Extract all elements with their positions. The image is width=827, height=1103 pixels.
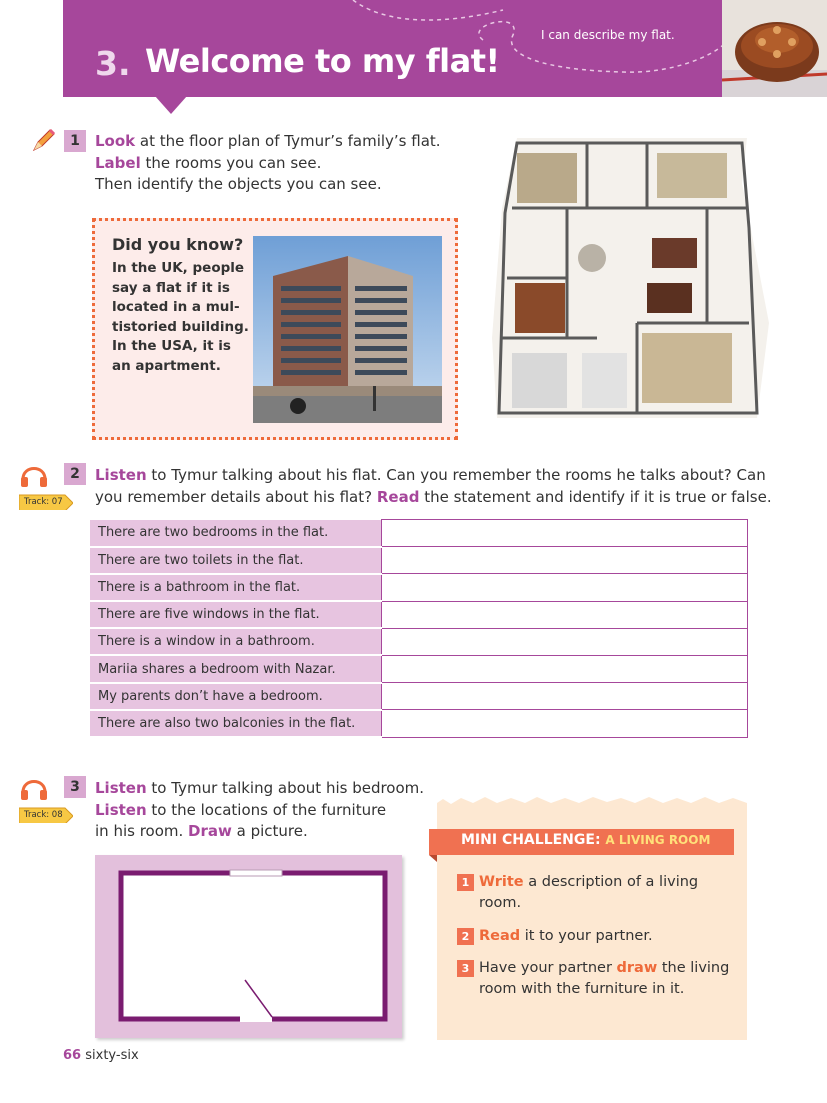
mini-challenge-heading [461, 832, 710, 848]
instruction-text: a picture. [231, 822, 308, 840]
answer-field[interactable] [381, 710, 748, 737]
mini-item-number: 1 [457, 874, 474, 891]
table-row [90, 683, 748, 710]
exercise-number: 2 [64, 463, 86, 485]
instruction-verb: Listen [95, 779, 147, 797]
page-title: Welcome to my flat! [145, 42, 500, 80]
apartment-building-photo [253, 236, 442, 423]
instruction-verb: Draw [188, 822, 232, 840]
page-number [63, 1048, 139, 1063]
table-row [90, 574, 748, 601]
statement-cell: There are two bedrooms in the flat. [90, 520, 381, 547]
mini-challenge-label: MINI CHALLENGE: [461, 832, 601, 848]
answer-field[interactable] [381, 628, 748, 655]
mini-item-text: the living [657, 960, 730, 976]
page-number-digits: 66 [63, 1048, 82, 1063]
instruction-verb: Label [95, 153, 141, 172]
flat-floor-plan-image [487, 138, 769, 430]
instruction-text: the rooms you can see. [140, 153, 322, 172]
track-label: Track: 08 [24, 810, 63, 820]
mini-item [479, 926, 653, 947]
exercise3-instructions [95, 778, 424, 843]
table-row [90, 628, 748, 655]
headphones-icon [19, 461, 49, 489]
instruction-text: Then identify the objects you can see. [95, 175, 382, 193]
mini-item-text: it to your partner. [520, 928, 653, 944]
instruction-text: the statement and identify if it is true or false. [419, 487, 772, 506]
instruction-verb: Look [95, 132, 136, 150]
exercise1-instructions [95, 131, 441, 196]
exercise-number: 1 [64, 130, 86, 152]
table-row [90, 520, 748, 547]
mini-item-number: 3 [457, 960, 474, 977]
instruction-verb: Read [376, 487, 420, 506]
answer-field[interactable] [381, 574, 748, 601]
answer-field[interactable] [381, 655, 748, 682]
track-label: Track: 07 [24, 497, 63, 507]
table-row [90, 710, 748, 737]
instruction-text: to Tymur talking about his flat. Can you remember the rooms he talks about? Can [146, 466, 766, 484]
mini-item-text: room. [479, 895, 522, 911]
did-you-know-text: In the UK, people say a flat if it is located in a mul-tistoried building. In the USA, it is an apartment. [112, 260, 249, 374]
mini-item [479, 958, 729, 1000]
room-outline [95, 855, 402, 1038]
page-number-words: sixty-six [85, 1048, 139, 1063]
traditional-bread-photo [722, 0, 827, 97]
mini-item-text: a description of a living [523, 874, 699, 890]
exercise2-instructions [95, 465, 772, 508]
statement-cell: There are five windows in the flat. [90, 601, 381, 628]
statement-cell: Mariia shares a bedroom with Nazar. [90, 655, 381, 682]
instruction-verb: Listen [95, 466, 147, 484]
true-false-table [90, 519, 748, 738]
headphones-icon [19, 774, 49, 802]
table-row [90, 601, 748, 628]
mini-item-verb: Write [479, 874, 524, 890]
mini-item-text: Have your partner [479, 960, 617, 976]
statement-cell: My parents don’t have a bedroom. [90, 683, 381, 710]
pencil-icon [30, 128, 56, 154]
banner-fold [429, 855, 437, 862]
instruction-text: you remember details about his flat? [95, 487, 377, 506]
mini-challenge-topic: A LIVING ROOM [605, 833, 711, 847]
header-notch [155, 96, 187, 114]
answer-field[interactable] [381, 520, 748, 547]
answer-field[interactable] [381, 683, 748, 710]
mini-item [479, 872, 698, 914]
answer-field[interactable] [381, 547, 748, 574]
answer-field[interactable] [381, 601, 748, 628]
can-do-statement: I can describe my flat. [541, 28, 675, 42]
instruction-text: at the floor plan of Tymur’s family’s flat. [135, 132, 441, 150]
statement-cell: There are also two balconies in the flat. [90, 710, 381, 737]
instruction-text: in his room. [95, 822, 189, 840]
mini-item-verb: Read [479, 928, 521, 944]
mini-item-number: 2 [457, 928, 474, 945]
statement-cell: There is a window in a bathroom. [90, 628, 381, 655]
instruction-text: to the locations of the furniture [146, 800, 387, 819]
mini-item-text: room with the furniture in it. [479, 981, 685, 997]
instruction-verb: Listen [95, 800, 147, 819]
did-you-know-title: Did you know? [112, 235, 244, 254]
exercise-number: 3 [64, 776, 86, 798]
unit-number: 3. [95, 44, 131, 83]
table-row [90, 655, 748, 682]
statement-cell: There are two toilets in the flat. [90, 547, 381, 574]
mini-item-verb: draw [616, 960, 658, 976]
instruction-text: to Tymur talking about his bedroom. [146, 779, 425, 797]
statement-cell: There is a bathroom in the flat. [90, 574, 381, 601]
table-row [90, 547, 748, 574]
